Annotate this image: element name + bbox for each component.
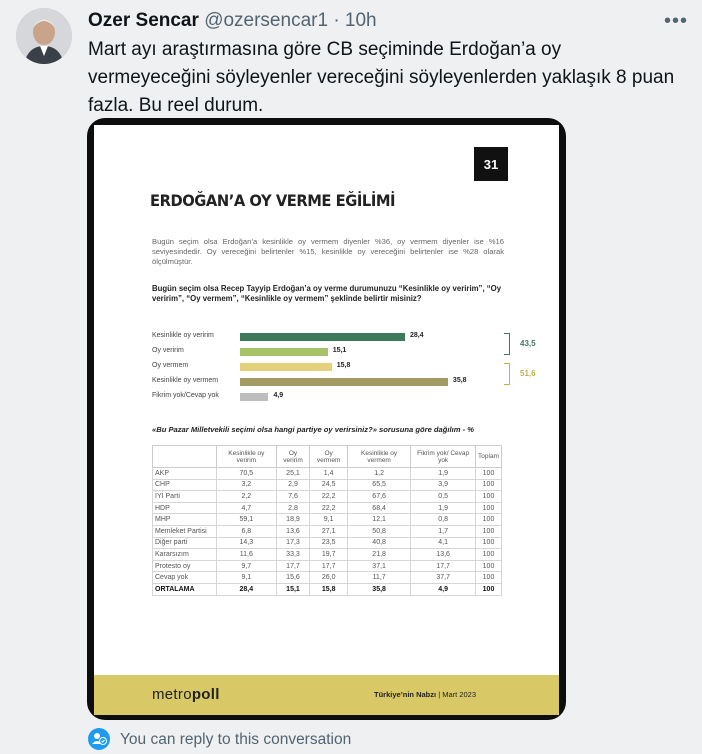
table-cell: 68,4 xyxy=(347,502,410,514)
table-cell: 100 xyxy=(476,468,502,480)
table-row-average xyxy=(153,583,502,595)
table-cell: 9,1 xyxy=(217,572,277,584)
more-icon[interactable]: ••• xyxy=(663,10,688,32)
table-cell: 1,4 xyxy=(310,468,348,480)
table-cell: 26,0 xyxy=(310,572,348,584)
table-cell: 14,3 xyxy=(217,537,277,549)
bar-label: Oy veririm xyxy=(152,347,184,354)
table-cell: 35,8 xyxy=(347,583,410,595)
reply-notice xyxy=(0,722,702,754)
table-row xyxy=(153,502,502,514)
bar-row xyxy=(152,330,512,344)
table-cell: 9,1 xyxy=(310,514,348,526)
table-row xyxy=(153,537,502,549)
table-header: Oy vermem xyxy=(310,446,348,468)
table-cell: 15,1 xyxy=(276,583,310,595)
tweet-text: Mart ayı araştırmasına göre CB seçiminde Erdoğan’a oy vermeyeceğini söyleyenler vereceğini söyleyenlerden yaklaşık 8 puan fazla. Bu reel durum. xyxy=(88,39,675,116)
bar-row xyxy=(152,390,512,404)
tweet-header xyxy=(88,10,377,32)
reply-text: You can reply to this conversation xyxy=(120,731,352,748)
bar-row xyxy=(152,345,512,359)
table-header: Kesinlikle oy veririm xyxy=(217,446,277,468)
table-cell: 7,6 xyxy=(276,491,310,503)
table-header: Fikrim yok/ Cevap yok xyxy=(411,446,476,468)
table-cell: 15,6 xyxy=(276,572,310,584)
table-cell: 0,5 xyxy=(411,491,476,503)
table-cell: 17,7 xyxy=(310,560,348,572)
footer-text: Türkiye’nin Nabzı | Mart 2023 xyxy=(374,690,476,699)
bar xyxy=(240,378,448,386)
table-cell: 2,9 xyxy=(276,479,310,491)
table-cell: 22,2 xyxy=(310,502,348,514)
brace-top-value: 43,5 xyxy=(520,339,536,348)
table-row xyxy=(153,525,502,537)
avatar[interactable] xyxy=(16,8,72,64)
table-cell: 50,8 xyxy=(347,525,410,537)
metropoll-logo: metropoll xyxy=(152,686,220,703)
table-cell: 1,2 xyxy=(347,468,410,480)
brace-bottom-brace xyxy=(504,363,510,385)
table-cell: 0,8 xyxy=(411,514,476,526)
row-label: ORTALAMA xyxy=(153,583,217,595)
row-label: İYİ Parti xyxy=(153,491,217,503)
table-cell: 4,9 xyxy=(411,583,476,595)
table-header: Toplam xyxy=(476,446,502,468)
author-handle[interactable]: @ozersencar1 xyxy=(204,10,329,31)
table-cell: 21,8 xyxy=(347,549,410,561)
party-table xyxy=(152,445,502,596)
bar-chart xyxy=(152,330,536,416)
table-cell: 23,5 xyxy=(310,537,348,549)
table-cell: 100 xyxy=(476,502,502,514)
table-cell: 59,1 xyxy=(217,514,277,526)
table-cell: 100 xyxy=(476,537,502,549)
table-cell: 37,1 xyxy=(347,560,410,572)
row-label: AKP xyxy=(153,468,217,480)
table-cell: 1,9 xyxy=(411,502,476,514)
table-cell: 33,3 xyxy=(276,549,310,561)
bar-value: 4,9 xyxy=(273,392,284,399)
table-header: Oy veririm xyxy=(276,446,310,468)
table-cell: 28,4 xyxy=(217,583,277,595)
table-row xyxy=(153,549,502,561)
table-cell: 4,7 xyxy=(217,502,277,514)
table-row xyxy=(153,479,502,491)
row-label: HDP xyxy=(153,502,217,514)
bar xyxy=(240,348,328,356)
table-cell: 3,2 xyxy=(217,479,277,491)
table-cell: 100 xyxy=(476,491,502,503)
bar-row xyxy=(152,360,512,374)
table-cell: 40,8 xyxy=(347,537,410,549)
bar xyxy=(240,333,405,341)
table-cell: 18,9 xyxy=(276,514,310,526)
table-cell: 65,5 xyxy=(347,479,410,491)
table-cell: 24,5 xyxy=(310,479,348,491)
table-row xyxy=(153,560,502,572)
bar-label: Oy vermem xyxy=(152,362,189,369)
tweet-time[interactable]: · 10h xyxy=(333,10,377,31)
table-cell: 17,7 xyxy=(411,560,476,572)
table-cell: 37,7 xyxy=(411,572,476,584)
media-card[interactable] xyxy=(87,118,566,720)
table-title: «Bu Pazar Milletvekili seçimi olsa hangi partiye oy verirsiniz?» sorusuna göre dağılım - % xyxy=(152,425,474,434)
bar-label: Kesinlikle oy vermem xyxy=(152,377,219,384)
table-cell: 70,5 xyxy=(217,468,277,480)
table-cell: 2,8 xyxy=(276,502,310,514)
table-cell: 13,6 xyxy=(276,525,310,537)
table-cell: 100 xyxy=(476,583,502,595)
bar-value: 15,8 xyxy=(336,362,351,369)
table-cell: 2,2 xyxy=(217,491,277,503)
report-page xyxy=(94,125,559,715)
table-cell: 15,8 xyxy=(310,583,348,595)
bar-row xyxy=(152,375,512,389)
page-intro: Bugün seçim olsa Erdoğan’a kesinlikle oy vermem diyenler %36, oy vermem diyenler ise %16 seviyesindedir. Oy vereceğini belirtenler %15, kesinlikle oy vereceğini belirtenler ise %28 olarak ölçülmüştür. xyxy=(152,237,504,266)
table-cell: 1,7 xyxy=(411,525,476,537)
table-cell: 11,6 xyxy=(217,549,277,561)
table-cell: 100 xyxy=(476,525,502,537)
table-cell: 1,9 xyxy=(411,468,476,480)
bar xyxy=(240,393,268,401)
row-label: Kararsızım xyxy=(153,549,217,561)
table-row xyxy=(153,491,502,503)
author-name[interactable]: Ozer Sencar xyxy=(88,10,199,31)
row-label: Protesto oy xyxy=(153,560,217,572)
bar-value: 35,8 xyxy=(452,377,467,384)
page-title: ERDOĞAN’A OY VERME EĞİLİMİ xyxy=(150,191,396,210)
table-cell: 100 xyxy=(476,572,502,584)
bar-value: 15,1 xyxy=(332,347,347,354)
table-header xyxy=(153,446,217,468)
table-cell: 19,7 xyxy=(310,549,348,561)
table-cell: 12,1 xyxy=(347,514,410,526)
row-label: CHP xyxy=(153,479,217,491)
table-cell: 6,8 xyxy=(217,525,277,537)
bar-label: Kesinlikle oy veririm xyxy=(152,332,214,339)
bar-label: Fikrim yok/Cevap yok xyxy=(152,392,219,399)
table-cell: 67,6 xyxy=(347,491,410,503)
brace-top-brace xyxy=(504,333,510,355)
table-cell: 100 xyxy=(476,549,502,561)
table-cell: 100 xyxy=(476,514,502,526)
people-icon xyxy=(88,728,110,750)
table-cell: 17,3 xyxy=(276,537,310,549)
table-cell: 27,1 xyxy=(310,525,348,537)
page-footer xyxy=(94,675,559,715)
table-cell: 17,7 xyxy=(276,560,310,572)
page-number: 31 xyxy=(474,147,508,181)
bar xyxy=(240,363,332,371)
row-label: Memleket Partisi xyxy=(153,525,217,537)
survey-question: Bugün seçim olsa Recep Tayyip Erdoğan’a oy verme durumunuzu “Kesinlikle oy veririm”, “Oy veririm”, “Oy vermem”, “Kesinlikle oy vermem” şeklinde belirtir misiniz? xyxy=(152,284,502,303)
table-header: Kesinlikle oy vermem xyxy=(347,446,410,468)
row-label: Diğer parti xyxy=(153,537,217,549)
table-row xyxy=(153,572,502,584)
table-cell: 22,2 xyxy=(310,491,348,503)
table-cell: 9,7 xyxy=(217,560,277,572)
table-cell: 13,6 xyxy=(411,549,476,561)
table-row xyxy=(153,468,502,480)
table-cell: 100 xyxy=(476,560,502,572)
row-label: Cevap yok xyxy=(153,572,217,584)
bar-value: 28,4 xyxy=(409,332,424,339)
brace-bottom-value: 51,6 xyxy=(520,369,536,378)
table-cell: 25,1 xyxy=(276,468,310,480)
table-row xyxy=(153,514,502,526)
table-cell: 3,9 xyxy=(411,479,476,491)
table-cell: 4,1 xyxy=(411,537,476,549)
row-label: MHP xyxy=(153,514,217,526)
table-cell: 100 xyxy=(476,479,502,491)
table-cell: 11,7 xyxy=(347,572,410,584)
